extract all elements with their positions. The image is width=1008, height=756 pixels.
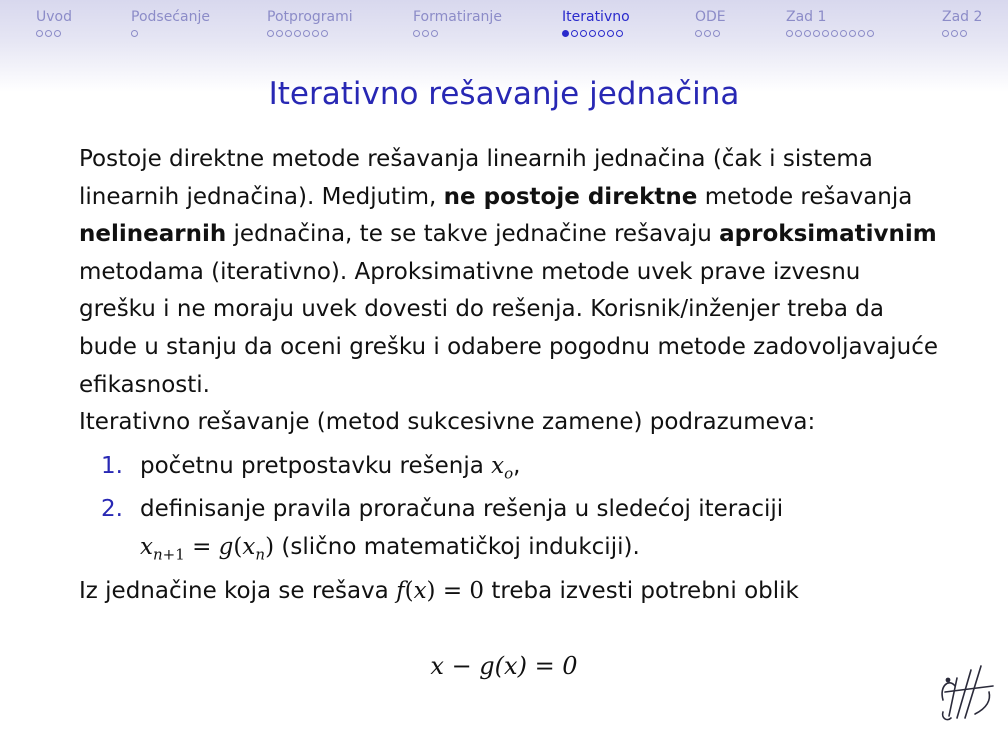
slide-title: Iterativno rešavanje jednačina (268, 76, 740, 112)
derivation-text: Iz jednačine koja se rešava (79, 577, 397, 604)
nav-section-label[interactable]: Formatiranje (413, 9, 502, 25)
nav-section-podsecanje[interactable] (131, 9, 210, 37)
slide-body (79, 141, 939, 610)
nav-section-label[interactable]: Zad 1 (786, 9, 827, 25)
slide-dot[interactable] (813, 30, 820, 37)
list-item-number: 2. (101, 496, 123, 523)
method-paragraph: Iterativno rešavanje (metod sukcesivne zamene) podrazumeva: (79, 409, 816, 436)
slide-dot[interactable] (431, 30, 438, 37)
equation-fx-zero: f(x) = 0 (396, 577, 485, 604)
steps-list (79, 448, 939, 567)
initial-guess-formula (491, 452, 514, 483)
nav-slide-dots (131, 30, 210, 37)
list-item (79, 448, 939, 486)
nav-section-label[interactable]: Iterativno (562, 9, 630, 25)
slide-dot[interactable] (580, 30, 587, 37)
slide-dot[interactable] (294, 30, 301, 37)
nav-section-label[interactable]: Podsećanje (131, 9, 210, 25)
slide-dot[interactable] (267, 30, 274, 37)
slide-dot[interactable] (321, 30, 328, 37)
slide-dot[interactable] (598, 30, 605, 37)
list-item-text: početnu pretpostavku rešenja (140, 452, 492, 479)
intro-paragraph (79, 141, 939, 404)
iteration-rule-line (140, 529, 939, 567)
slide-dot[interactable] (413, 30, 420, 37)
slide-dot[interactable] (54, 30, 61, 37)
intro-text-4: metodama (iterativno). Aproksimativne metode uvek prave izvesnu grešku i ne moraju uvek dovesti do rešenja. Korisnik/inženjer treba da bude u stanju da oceni grešku i odabere pogodnu metode zadovoljavajuće efikasnosti. (79, 258, 939, 398)
nav-section-potprogrami[interactable] (267, 9, 353, 37)
slide-dot[interactable] (303, 30, 310, 37)
nav-section-label[interactable]: ODE (695, 9, 726, 25)
nav-section-label[interactable]: Uvod (36, 9, 72, 25)
slide-dot[interactable] (867, 30, 874, 37)
slide-dot[interactable] (571, 30, 578, 37)
slide-dot[interactable] (285, 30, 292, 37)
slide-dot[interactable] (831, 30, 838, 37)
math-subscript: o (504, 464, 514, 483)
slide-dot[interactable] (804, 30, 811, 37)
intro-text-2: metode rešavanja (697, 183, 913, 210)
nav-section-zad-2[interactable] (942, 9, 982, 37)
nav-section-zad-1[interactable] (786, 9, 874, 37)
nav-slide-dots (695, 30, 726, 37)
slide-dot[interactable] (713, 30, 720, 37)
derivation-suffix: treba izvesti potrebni oblik (484, 577, 799, 604)
slide-dot[interactable] (704, 30, 711, 37)
university-logo-icon (935, 656, 997, 736)
slide-dot[interactable] (422, 30, 429, 37)
nav-slide-dots (786, 30, 874, 37)
slide-dot[interactable] (607, 30, 614, 37)
nav-slide-dots (36, 30, 72, 37)
slide-dot[interactable] (589, 30, 596, 37)
slide-dot[interactable] (960, 30, 967, 37)
iteration-formula: $x_{n+1} = g(x_n)$ (140, 533, 275, 564)
slide-dot[interactable] (951, 30, 958, 37)
list-item-suffix: , (513, 452, 521, 479)
nav-section-ode[interactable] (695, 9, 726, 37)
list-item-number: 1. (101, 452, 123, 479)
fixed-point-equation: x − g(x) = 0 (430, 652, 578, 680)
slide-dot[interactable] (45, 30, 52, 37)
slide-dot[interactable] (695, 30, 702, 37)
current-slide-dot[interactable] (562, 30, 569, 37)
nav-section-label[interactable]: Potprogrami (267, 9, 353, 25)
slide-dot[interactable] (795, 30, 802, 37)
list-item-continuation: (slično matematičkoj indukciji). (281, 533, 640, 560)
nav-slide-dots (942, 30, 982, 37)
list-item (79, 491, 939, 566)
slide-dot[interactable] (942, 30, 949, 37)
slide-dot[interactable] (616, 30, 623, 37)
math-var: x (491, 452, 505, 479)
slide-dot[interactable] (131, 30, 138, 37)
derivation-paragraph (79, 573, 939, 611)
intro-text-1: Postoje direktne metode rešavanja linearnih jednačina (čak i sistema linearnih jednačina). Medjutim, (79, 146, 873, 210)
slide-dot[interactable] (36, 30, 43, 37)
nav-slide-dots (267, 30, 353, 37)
slide-dot[interactable] (822, 30, 829, 37)
intro-bold-3: aproksimativnim (719, 221, 937, 248)
nav-section-iterativno[interactable] (562, 9, 630, 37)
slide-dot[interactable] (786, 30, 793, 37)
slide-dot[interactable] (840, 30, 847, 37)
slide-dot[interactable] (276, 30, 283, 37)
list-item-text: definisanje pravila proračuna rešenja u sledećoj iteraciji (140, 496, 784, 523)
slide-dot[interactable] (858, 30, 865, 37)
nav-section-label[interactable]: Zad 2 (942, 9, 983, 25)
nav-section-uvod[interactable] (36, 9, 72, 37)
slide-dot[interactable] (312, 30, 319, 37)
nav-section-formatiranje[interactable] (413, 9, 502, 37)
nav-slide-dots (413, 30, 502, 37)
nav-slide-dots (562, 30, 630, 37)
intro-bold-2: nelinearnih (79, 221, 227, 248)
intro-text-3: jednačina, te se takve jednačine rešavaju (226, 221, 720, 248)
intro-bold-1: ne postoje direktne (443, 183, 698, 210)
slide-dot[interactable] (849, 30, 856, 37)
